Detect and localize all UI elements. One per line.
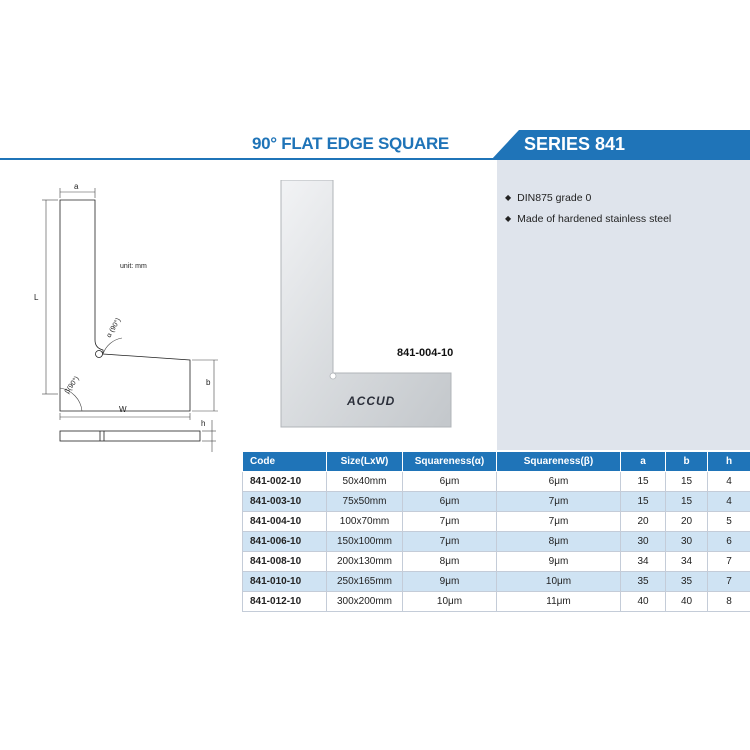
- spec-table: [242, 451, 750, 612]
- col-header-squareness-beta: Squareness(β): [497, 452, 621, 472]
- cell-size: 300x200mm: [327, 592, 403, 612]
- cell-squareness-alpha: 7μm: [403, 512, 497, 532]
- cell-a: 40: [621, 592, 666, 612]
- accud-logo: ACCUD: [347, 394, 396, 408]
- cell-squareness-alpha: 7μm: [403, 532, 497, 552]
- col-header-squareness-alpha: Squareness(α): [403, 452, 497, 472]
- dim-w-label: W: [119, 405, 127, 414]
- cell-code: 841-002-10: [243, 472, 327, 492]
- table-header-row: [243, 452, 750, 472]
- cell-size: 250x165mm: [327, 572, 403, 592]
- cell-squareness-beta: 6μm: [497, 472, 621, 492]
- table-row: [243, 512, 750, 532]
- cell-b: 20: [666, 512, 708, 532]
- cell-size: 75x50mm: [327, 492, 403, 512]
- cell-squareness-alpha: 8μm: [403, 552, 497, 572]
- cell-h: 5: [708, 512, 750, 532]
- table-row: [243, 492, 750, 512]
- unit-label: unit: mm: [120, 263, 147, 270]
- table-row: [243, 592, 750, 612]
- cell-h: 7: [708, 572, 750, 592]
- feature-list: [505, 192, 671, 234]
- beta-label: β(90°): [63, 375, 81, 396]
- cell-a: 15: [621, 472, 666, 492]
- cell-b: 34: [666, 552, 708, 572]
- cell-code: 841-010-10: [243, 572, 327, 592]
- product-code: 841-004-10: [397, 347, 454, 359]
- cell-squareness-beta: 10μm: [497, 572, 621, 592]
- cell-code: 841-004-10: [243, 512, 327, 532]
- cell-squareness-beta: 7μm: [497, 512, 621, 532]
- dim-l-label: L: [34, 293, 39, 302]
- col-header-code: Code: [243, 452, 327, 472]
- cell-squareness-beta: 9μm: [497, 552, 621, 572]
- cell-squareness-beta: 11μm: [497, 592, 621, 612]
- dim-h-label: h: [201, 419, 206, 428]
- square-tool: [281, 180, 454, 427]
- cell-h: 7: [708, 552, 750, 572]
- product-photo: [278, 180, 458, 430]
- col-header-a: a: [621, 452, 666, 472]
- cell-a: 34: [621, 552, 666, 572]
- side-view: [60, 431, 200, 441]
- page-title: 90° FLAT EDGE SQUARE: [252, 134, 449, 153]
- cell-code: 841-008-10: [243, 552, 327, 572]
- tool-notch: [330, 373, 336, 379]
- cell-squareness-alpha: 6μm: [403, 472, 497, 492]
- cell-a: 15: [621, 492, 666, 512]
- cell-squareness-alpha: 10μm: [403, 592, 497, 612]
- cell-h: 8: [708, 592, 750, 612]
- cell-code: 841-003-10: [243, 492, 327, 512]
- feature-item: ◆ Made of hardened stainless steel: [505, 213, 671, 225]
- col-header-h: h: [708, 452, 750, 472]
- cell-h: 6: [708, 532, 750, 552]
- cell-a: 35: [621, 572, 666, 592]
- series-label: SERIES 841: [524, 134, 626, 154]
- cell-b: 30: [666, 532, 708, 552]
- cell-b: 35: [666, 572, 708, 592]
- cell-b: 15: [666, 472, 708, 492]
- cell-squareness-alpha: 6μm: [403, 492, 497, 512]
- cell-b: 40: [666, 592, 708, 612]
- cell-squareness-beta: 8μm: [497, 532, 621, 552]
- dim-a-label: a: [74, 182, 79, 191]
- title-bar: [0, 130, 750, 160]
- cell-code: 841-012-10: [243, 592, 327, 612]
- col-header-size: Size(LxW): [327, 452, 403, 472]
- alpha-label: α (90°): [105, 317, 123, 339]
- dim-b-label: b: [206, 378, 211, 387]
- cell-squareness-alpha: 9μm: [403, 572, 497, 592]
- cell-a: 20: [621, 512, 666, 532]
- relief-notch: [96, 351, 103, 358]
- cell-b: 15: [666, 492, 708, 512]
- cell-h: 4: [708, 472, 750, 492]
- table-row: [243, 532, 750, 552]
- technical-drawing: [30, 180, 230, 455]
- table-row: [243, 572, 750, 592]
- cell-a: 30: [621, 532, 666, 552]
- col-header-b: b: [666, 452, 708, 472]
- table-row: [243, 552, 750, 572]
- cell-size: 150x100mm: [327, 532, 403, 552]
- cell-size: 50x40mm: [327, 472, 403, 492]
- cell-squareness-beta: 7μm: [497, 492, 621, 512]
- cell-h: 4: [708, 492, 750, 512]
- cell-size: 200x130mm: [327, 552, 403, 572]
- cell-size: 100x70mm: [327, 512, 403, 532]
- feature-item: ◆ DIN875 grade 0: [505, 192, 671, 204]
- table-row: [243, 472, 750, 492]
- cell-code: 841-006-10: [243, 532, 327, 552]
